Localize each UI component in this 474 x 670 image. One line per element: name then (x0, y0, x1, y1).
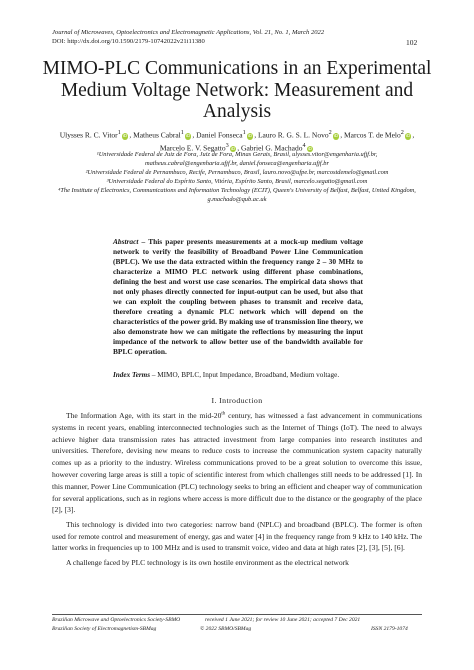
footer-dates: received 1 June 2021; for review 10 June 2021; accepted 7 Dec 2021 (205, 617, 361, 623)
index-terms-text: MIMO, BPLC, Input Impedance, Broadband, Medium voltage. (157, 371, 340, 379)
journal-header: Journal of Microwaves, Optoelectronics and Electromagnetic Applications, Vol. 21, No. 1, March 2022 (52, 29, 325, 36)
paragraph: The Information Age, with its start in the mid-20th century, has witnessed a fast advancement in communications systems in recent years, enabling interconnected technologies such as the Internet of Things (IoT). The need to always achieve higher data transmission rates has attracted investment from large companies into research institutes and universities. Therefore, devising new means to reduce costs to increase the communication system capacity naturally comes up as a priority to the industry. Wireless communications proved to be a great solution to overcome this issue, however covering large areas is still a topic of scientific interest from which challenges still needs to be addressed [1]. In this manner, Power Line Communication (PLC) technology seeks to bring an efficient and cheaper way of communication for several applications, such as in regions where access is more difficult due to the distance or the geography of the place [2], [3]. (52, 411, 422, 515)
footer-issn: ISSN 2179-1074 (371, 626, 408, 632)
author-affil-mark: 4 (302, 141, 306, 149)
affiliation-4: ⁴The Institute of Electronics, Communications and Information Technology (ECIT), Queen's University of Belfast, Belfast, United Kingdom, g.machado@qub.ac.uk (58, 187, 416, 203)
author-affil-mark: 2 (400, 129, 404, 136)
orcid-icon[interactable]: iD (307, 145, 312, 151)
author-affil-mark: 1 (180, 129, 184, 136)
abstract-text: This paper presents measurements at a mock-up medium voltage network to verify the feasibility of Broadband Power Line Communication (BPLC). We use the data extracted within the frequency range 2 – 30 MHz to characterize a MIMO PLC network using different phase combinations, defining the best and worst use case scenarios. The empirical data shows that not only phases directly connected for input-output can be used, but also that we can exploit the coupling between phases to transmit and receive data, therefore creating a dynamic PLC network which will depend on the characteristics of the power grid. By making use of transmission line theory, we also demonstrate how we can mitigate the reflections by measuring the input impedance of the network to allow better use of the bandwidth available for BPLC operation. (113, 237, 363, 356)
footer-divider (52, 614, 422, 615)
body-text (52, 410, 422, 571)
author-affil-mark: 2 (328, 129, 332, 136)
orcid-icon[interactable]: iD (186, 133, 191, 138)
author-name: , Daniel Fonseca (192, 130, 243, 140)
index-terms: Index Terms – MIMO, BPLC, Input Impedance, Broadband, Medium voltage. (113, 371, 340, 379)
orcid-icon[interactable]: iD (333, 133, 339, 138)
author-name: , Marcos T. de Melo (340, 130, 401, 140)
affiliation-3: ³Universidade Federal do Espírito Santo, Vitória, Espírito Santo, Brasil, marcelo.segatto@gmail.com (106, 178, 368, 185)
author-name: , Marcelo E. V. Segatto (159, 130, 415, 152)
paper-title: MIMO-PLC Communications in an Experimental Medium Voltage Network: Measurement and Analysis (42, 58, 432, 122)
author-name: Ulysses R. C. Vitor (59, 130, 118, 140)
author-affil-mark: 1 (242, 129, 246, 136)
doi-link[interactable]: DOI: http://dx.doi.org/10.1590/2179-10742022v21i11380 (52, 38, 205, 45)
paragraph: A challenge faced by PLC technology is its own hostile environment as the electrical network (66, 557, 349, 567)
author-name: , Matheus Cabral (129, 130, 181, 140)
footer-society-sbmag: Brazilian Society of Electromagnetism-SBMag (52, 626, 157, 632)
author-name: , Gabriel G. Machado (237, 143, 303, 152)
author-affil-mark: 3 (225, 141, 229, 149)
orcid-icon[interactable]: iD (406, 133, 411, 138)
page-number: 102 (406, 38, 418, 47)
abstract-label: Abstract (113, 237, 139, 246)
section-heading: I. Introduction (211, 396, 263, 405)
footer-copyright: © 2022 SBMO/SBMag (200, 626, 252, 632)
affiliation-1: ¹Universidade Federal de Juiz de Fora, Juiz de Fora, Minas Gerais, Brasil, ulysses.vitor@engenharia.ufjf.br, matheus.cabral@engenharia.ufjf.br, daniel.fonseca@engenharia.ufjf.br (96, 151, 378, 167)
orcid-icon[interactable]: iD (230, 145, 236, 151)
paragraph: This technology is divided into two categories: narrow band (NPLC) and broadband (BPLC). The former is often used for remote control and measurement of energy, gas and water [4] in the frequency range from 9 kHz to 140 kHz. The latter works in frequencies up to 100 MHz and is used to transmit voice, video and data at high rates [2], [3], [5], [6]. (52, 519, 422, 553)
abstract: Abstract – This paper presents measurements at a mock-up medium voltage network to verify the feasibility of Broadband Power Line Communication (BPLC). We use the data extracted within the frequency range 2 – 30 MHz to characterize a MIMO PLC network using different phase combinations, defining the best and worst use case scenarios. The empirical data shows that not only phases directly connected for input-output can be used, but also that we can exploit the coupling between phases to transmit and receive data, therefore creating a dynamic PLC network which will depend on the characteristics of the power grid. By making use of transmission line theory, we also demonstrate how we can mitigate the reflections by measuring the input impedance of the network to allow better use of the bandwidth available for BPLC operation. (113, 237, 363, 356)
index-terms-label: Index Terms (113, 371, 151, 379)
footer-society-sbmo: Brazilian Microwave and Optoelectronics Society-SBMO (52, 617, 181, 623)
affiliation-2: ²Universidade Federal de Pernambuco, Recife, Pernambuco, Brasil, lauro.novo@ufpe.br, marcostdemelo@gmail.com (85, 169, 389, 176)
orcid-icon[interactable]: iD (247, 133, 253, 138)
affiliations (52, 150, 422, 204)
orcid-icon[interactable]: iD (122, 133, 128, 138)
author-name: , Lauro R. G. S. L. Novo (254, 130, 329, 140)
author-affil-mark: 1 (117, 129, 121, 136)
